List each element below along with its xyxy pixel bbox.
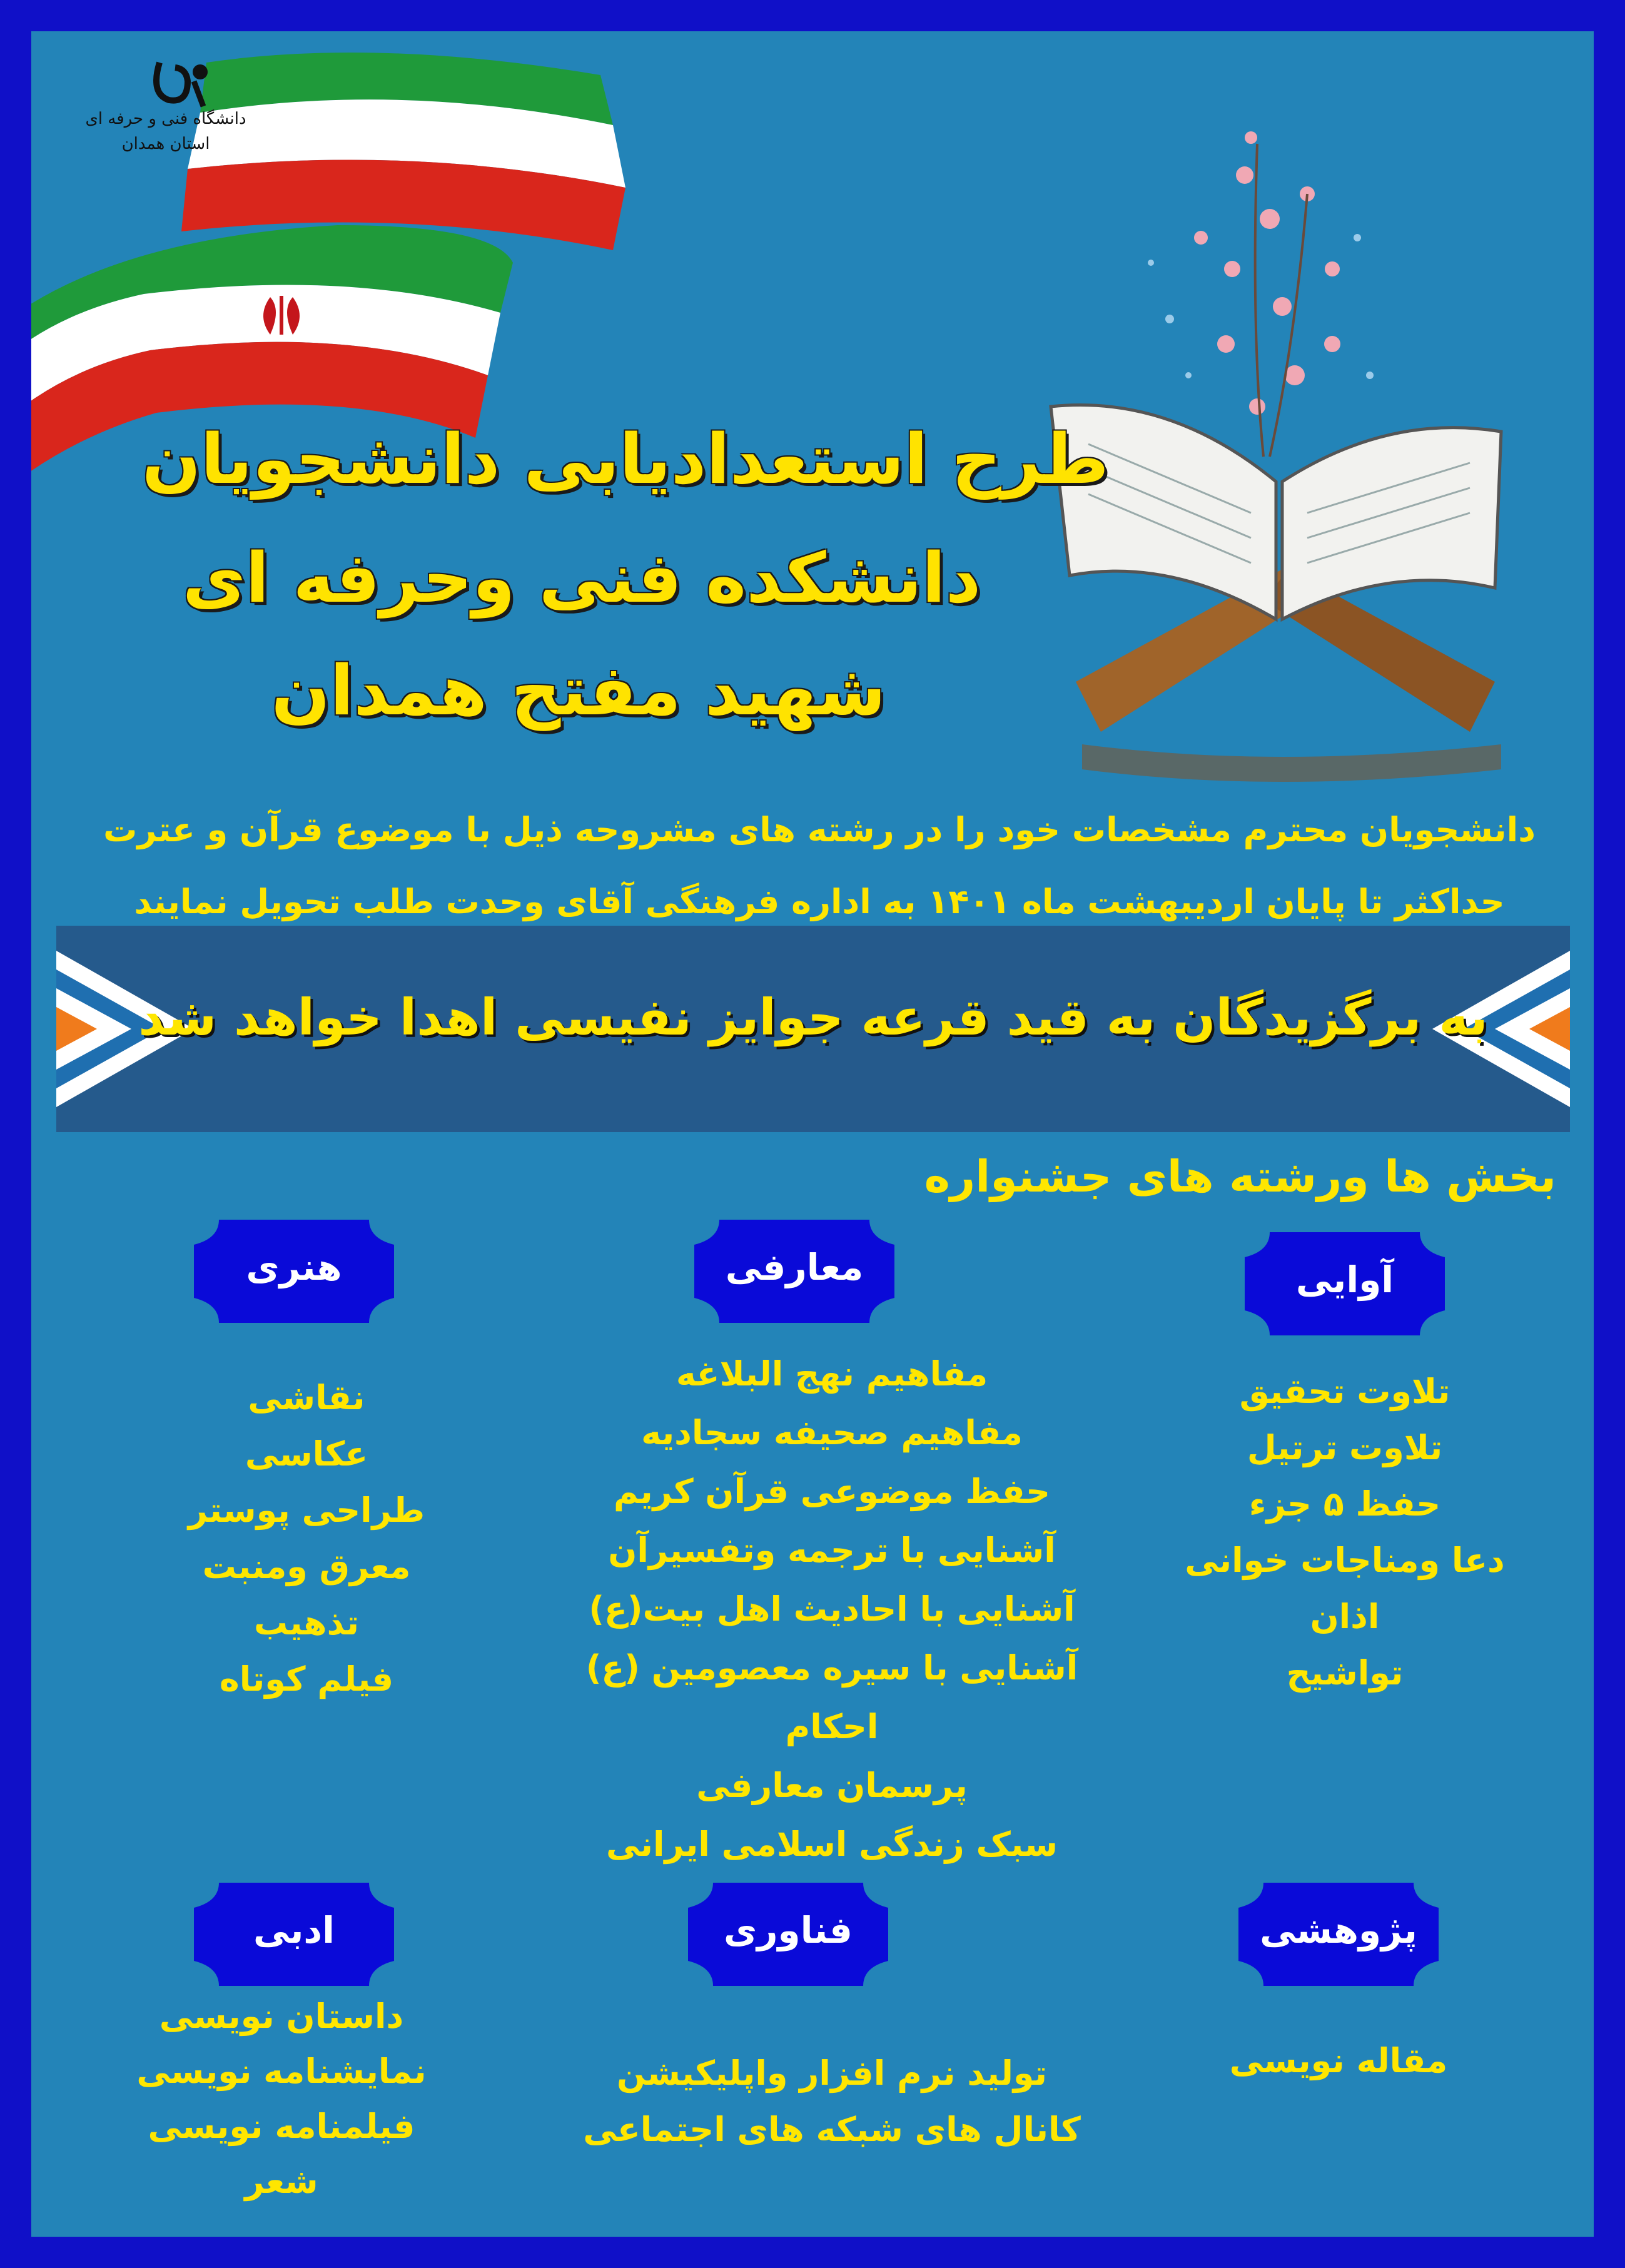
list-item: تولید نرم افزار واپلیکیشن — [617, 2053, 1047, 2093]
list-item: مقاله نویسی — [1229, 2041, 1448, 2080]
list-item: آشنایی با سیره معصومین (ع) — [585, 1648, 1078, 1688]
list-avaei — [1170, 1364, 1520, 1701]
list-honari — [144, 1370, 469, 1708]
list-item: تذهیب — [253, 1603, 360, 1643]
university-name-line2: استان همدان — [121, 134, 210, 153]
sections-title: بخش ها ورشته های جشنواره — [924, 1151, 1556, 1202]
list-item: فیلم کوتاه — [219, 1659, 394, 1699]
badge-label: هنری — [246, 1246, 342, 1288]
badge-label: فناوری — [723, 1909, 853, 1952]
page-title-line2: دانشکده فنی وحرفه ای — [182, 538, 981, 618]
list-fanavari — [519, 2045, 1145, 2158]
list-item: سبک زندگی اسلامی ایرانی — [606, 1825, 1058, 1864]
badge-maarefi — [694, 1220, 894, 1323]
list-item: پرسمان معارفی — [696, 1766, 968, 1805]
list-item: داستان نویسی — [159, 1997, 404, 2036]
list-maarefi — [519, 1345, 1145, 1874]
badge-adabi — [194, 1883, 394, 1986]
badge-label: ادبی — [253, 1909, 335, 1952]
badge-label: معارفی — [725, 1246, 864, 1288]
list-item: آشنایی با ترجمه وتفسیرآن — [608, 1531, 1056, 1570]
list-item: آشنایی با احادیث اهل بیت(ع) — [589, 1589, 1075, 1629]
list-item: عکاسی — [245, 1434, 368, 1474]
list-item: تلاوت تحقیق — [1239, 1372, 1450, 1411]
intro-line2: حداکثر تا پایان اردیبهشت ماه ۱۴۰۱ به اداره فرهنگی آقای وحدت طلب تحویل نمایند — [134, 882, 1505, 921]
badge-avaei — [1245, 1232, 1445, 1335]
page-title-line1: طرح استعدادیابی دانشجویان — [142, 419, 1109, 499]
list-item: شعر — [245, 2162, 318, 2201]
list-item: دعا ومناجات خوانی — [1185, 1541, 1505, 1580]
list-item: نمایشنامه نویسی — [136, 2052, 427, 2091]
list-item: تواشیح — [1286, 1653, 1404, 1693]
list-item: کانال های شبکه های اجتماعی — [583, 2110, 1081, 2149]
page-title-line3: شهید مفتح همدان — [271, 651, 886, 731]
badge-honari — [194, 1220, 394, 1323]
list-item: مفاهیم صحیفه سجادیه — [641, 1413, 1023, 1452]
list-item: معرق ومنبت — [202, 1547, 411, 1586]
list-item: حفظ ۵ جزء — [1248, 1484, 1441, 1524]
badge-label: پژوهشی — [1260, 1909, 1417, 1952]
banner-text: به برگزیدگان به قید قرعه جوایز نفیسی اهدا خواهد شد — [138, 988, 1488, 1046]
university-name-line1: دانشگاه فنی و حرفه ای — [85, 109, 246, 128]
list-item: احکام — [785, 1707, 879, 1746]
list-item: طراحی پوستر — [188, 1491, 425, 1530]
badge-pajooheshi — [1238, 1883, 1439, 1986]
university-name — [75, 106, 256, 156]
list-item: نقاشی — [248, 1378, 365, 1417]
intro-line1: دانشجویان محترم مشخصات خود را در رشته های مشروحه ذیل با موضوع قرآن و عترت — [103, 810, 1536, 849]
list-item: اذان — [1310, 1597, 1380, 1636]
list-item: فیلمنامه نویسی — [148, 2107, 415, 2146]
poster — [31, 31, 1594, 2237]
badge-label: آوایی — [1295, 1258, 1394, 1301]
prize-banner — [56, 926, 1570, 1132]
list-pajooheshi — [1182, 2033, 1495, 2089]
list-item: حفظ موضوعی قرآن کریم — [613, 1472, 1051, 1511]
list-item: مفاهیم نهج البلاغه — [676, 1354, 988, 1394]
list-item: تلاوت ترتیل — [1247, 1428, 1443, 1467]
list-adabi — [106, 1989, 457, 2209]
badge-fanavari — [688, 1883, 888, 1986]
